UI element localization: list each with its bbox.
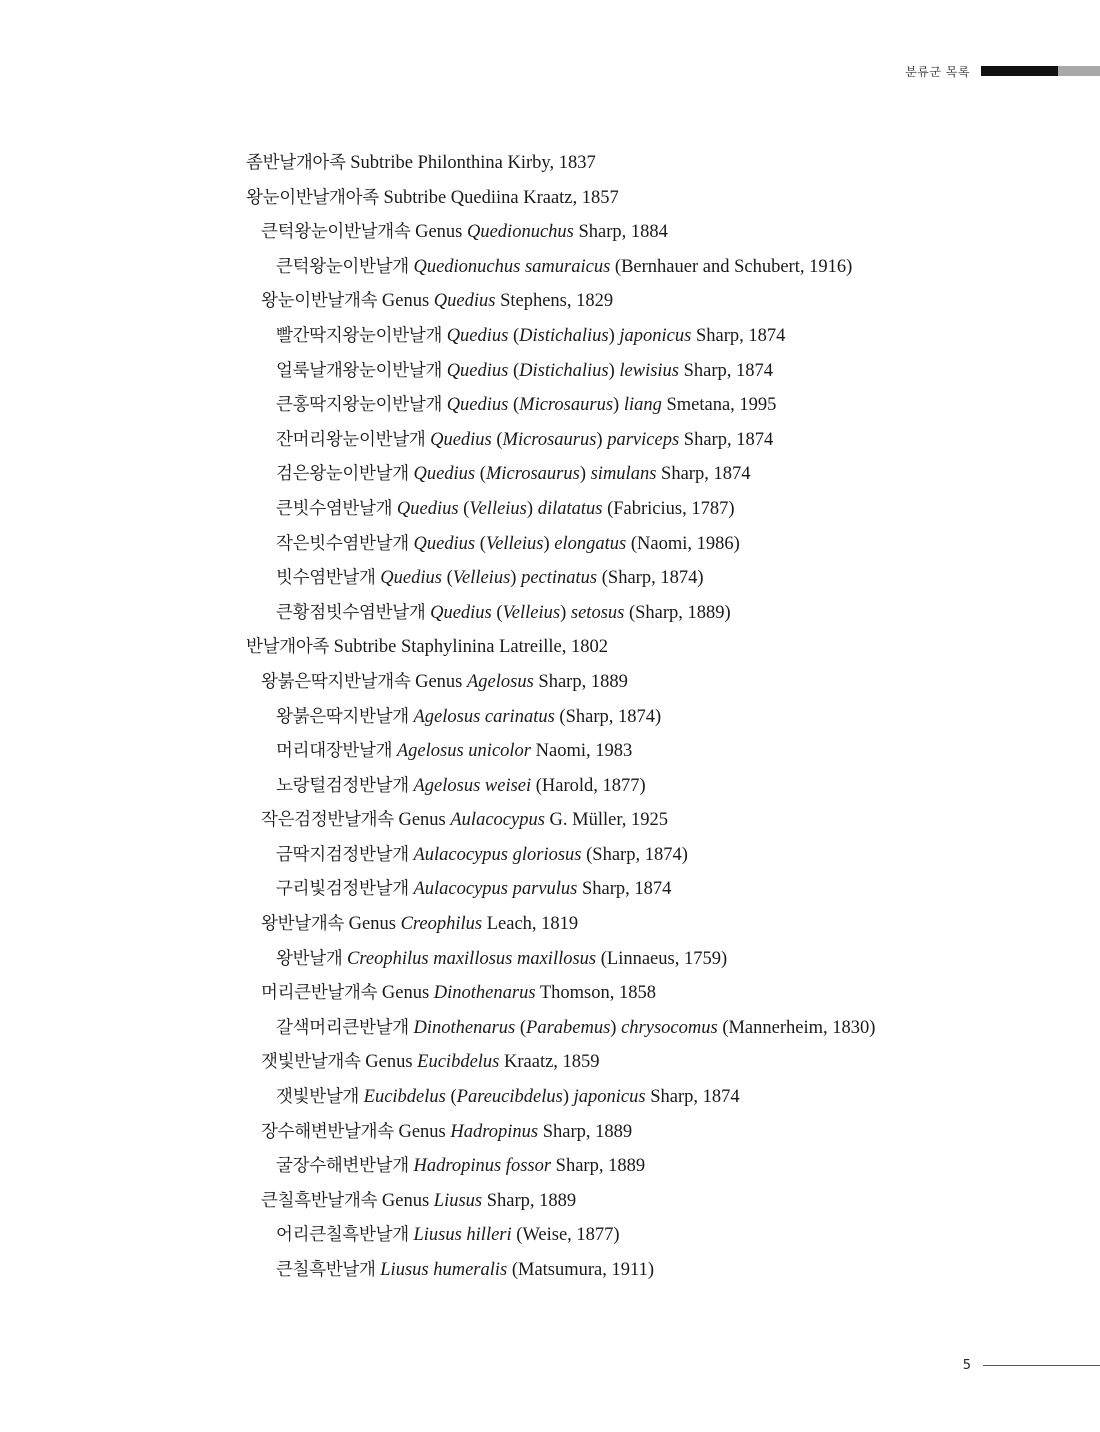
scientific-name-italic: Eucibdelus: [417, 1052, 500, 1073]
taxon-text: Genus: [398, 810, 451, 831]
scientific-name-italic: Quedius: [433, 291, 496, 312]
scientific-name-italic: Liusus hilleri: [413, 1225, 512, 1246]
taxon-entry: [246, 561, 1066, 596]
scientific-name-italic: Quedius: [446, 395, 509, 416]
korean-name: 작은빗수염반날개: [276, 533, 409, 554]
taxon-text: Sharp, 1874: [679, 429, 774, 450]
scientific-name-italic: Quedius: [396, 498, 459, 519]
scientific-name-italic: Hadropinus fossor: [413, 1156, 552, 1177]
taxon-text: (: [445, 1087, 457, 1108]
page-footer: [963, 1358, 1100, 1373]
korean-name: 큰턱왕눈이반날개: [276, 256, 409, 277]
scientific-name-italic: Dinothenarus: [413, 1017, 516, 1038]
taxon-entry: [246, 1115, 1066, 1150]
scientific-name-italic: pectinatus: [521, 568, 598, 589]
korean-name: 검은왕눈이반날개: [276, 464, 409, 485]
taxon-entry: [246, 734, 1066, 769]
scientific-name-italic: Aulacocypus: [450, 810, 545, 831]
taxon-text: (: [491, 429, 503, 450]
taxon-entry: [246, 1184, 1066, 1219]
taxon-entry: [246, 838, 1066, 873]
taxon-text: ): [510, 568, 522, 589]
scientific-name-italic: chrysocomus: [621, 1017, 718, 1038]
scientific-name-italic: lewisius: [619, 360, 679, 381]
scientific-name-italic: Quedius: [430, 429, 492, 450]
taxon-entry: [246, 872, 1066, 907]
taxon-text: Stephens, 1829: [495, 291, 614, 312]
scientific-name-italic: Microsaurus: [502, 429, 597, 450]
scientific-name-italic: Agelosus: [466, 671, 534, 692]
scientific-name-italic: Quedius: [413, 533, 476, 554]
korean-name: 큰턱왕눈이반날개속: [261, 222, 411, 243]
scientific-name-italic: Velleius: [485, 533, 544, 554]
scientific-name-italic: japonicus: [619, 325, 692, 346]
taxon-text: Sharp, 1874: [645, 1087, 740, 1108]
taxon-text: ): [526, 498, 538, 519]
korean-name: 굴장수해변반날개: [276, 1156, 409, 1177]
korean-name: 구리빛검정반날개: [276, 879, 409, 900]
taxon-text: Genus: [415, 222, 467, 243]
scientific-name-italic: Quedionuchus: [466, 222, 574, 243]
scientific-name-italic: Aulacocypus gloriosus: [413, 844, 582, 865]
taxon-text: (Sharp, 1874): [554, 706, 662, 727]
korean-name: 어리큰칠흑반날개: [276, 1225, 409, 1246]
scientific-name-italic: Distichalius: [519, 360, 609, 381]
scientific-name-italic: Dinothenarus: [433, 983, 536, 1004]
taxon-text: (Fabricius, 1787): [602, 498, 735, 519]
taxon-text: ): [560, 602, 571, 623]
scientific-name-italic: Agelosus carinatus: [413, 706, 555, 727]
taxon-text: (Linnaeus, 1759): [596, 948, 728, 969]
scientific-name-italic: Quedius: [430, 602, 492, 623]
scientific-name-italic: Microsaurus: [519, 395, 614, 416]
taxon-text: ): [562, 1087, 574, 1108]
scientific-name-italic: Quedius: [413, 464, 476, 485]
taxon-text: (: [508, 360, 520, 381]
taxon-text: ): [579, 464, 591, 485]
page-number: 5: [962, 1358, 971, 1373]
korean-name: 큰황점빗수염반날개: [276, 602, 426, 623]
taxon-entry: [246, 284, 1066, 319]
taxon-text: Sharp, 1874: [656, 464, 751, 485]
taxon-entry: [246, 700, 1066, 735]
taxon-text: (Sharp, 1889): [624, 602, 731, 623]
korean-name: 머리큰반날개속: [261, 983, 378, 1004]
korean-name: 왕붉은딱지반날개: [276, 706, 409, 727]
taxon-text: Genus: [398, 1121, 451, 1142]
taxon-list: [246, 146, 1066, 1288]
korean-name: 왕반날개속: [261, 914, 345, 935]
taxon-text: Genus: [415, 671, 467, 692]
scientific-name-italic: Liusus humeralis: [380, 1260, 508, 1280]
taxon-text: (: [491, 602, 503, 623]
taxon-entry: [246, 215, 1066, 250]
taxon-text: (Mannerheim, 1830): [717, 1017, 876, 1038]
header-bar-dark: [981, 66, 1058, 76]
scientific-name-italic: parviceps: [607, 429, 680, 450]
header-bar-gray: [1058, 66, 1100, 76]
taxon-entry: [246, 423, 1066, 458]
taxon-text: Sharp, 1889: [538, 1121, 633, 1142]
taxon-entry: [246, 1253, 1066, 1288]
taxon-entry: [246, 527, 1066, 562]
taxon-entry: [246, 457, 1066, 492]
korean-name: 왕붉은딱지반날개속: [261, 671, 411, 692]
korean-name: 왕눈이반날개아족: [246, 187, 379, 208]
taxon-text: Sharp, 1889: [551, 1156, 646, 1177]
taxon-entry: [246, 976, 1066, 1011]
scientific-name-italic: Quedius: [446, 325, 509, 346]
scientific-name-italic: Microsaurus: [485, 464, 580, 485]
taxon-entry: [246, 596, 1066, 631]
scientific-name-italic: Quedius: [446, 360, 509, 381]
taxon-text: (Harold, 1877): [531, 775, 646, 796]
scientific-name-italic: Aulacocypus parvulus: [413, 879, 578, 900]
taxon-entry: [246, 665, 1066, 700]
korean-name: 빨간딱지왕눈이반날개: [276, 325, 443, 346]
taxon-text: (Sharp, 1874): [597, 568, 704, 589]
korean-name: 노랑털검정반날개: [276, 775, 409, 796]
taxon-text: Sharp, 1884: [573, 222, 668, 243]
taxon-text: Sharp, 1889: [482, 1190, 577, 1211]
taxon-entry: [246, 1149, 1066, 1184]
taxon-text: (: [475, 464, 486, 485]
korean-name: 작은검정반날개속: [261, 810, 394, 831]
scientific-name-italic: liang: [623, 395, 662, 416]
taxon-entry: [246, 250, 1066, 285]
taxon-text: G. Müller, 1925: [544, 810, 669, 831]
taxon-text: ): [543, 533, 555, 554]
taxon-text: Sharp, 1874: [691, 325, 786, 346]
scientific-name-italic: Liusus: [433, 1190, 483, 1211]
scientific-name-italic: Velleius: [452, 568, 511, 589]
taxon-text: (Sharp, 1874): [581, 844, 688, 865]
scientific-name-italic: setosus: [570, 602, 625, 623]
taxon-entry: [246, 1011, 1066, 1046]
taxon-text: (: [508, 325, 520, 346]
scientific-name-italic: Creophilus: [400, 914, 483, 935]
korean-name: 잿빛반날개: [276, 1087, 360, 1108]
taxon-entry: [246, 942, 1066, 977]
korean-name: 큰빗수염반날개: [276, 498, 393, 519]
taxon-text: Smetana, 1995: [661, 395, 777, 416]
taxon-text: (Bernhauer and Schubert, 1916): [610, 256, 853, 277]
taxon-entry: [246, 630, 1066, 665]
taxon-text: (Matsumura, 1911): [507, 1260, 654, 1280]
taxon-text: (Naomi, 1986): [626, 533, 740, 554]
korean-name: 왕눈이반날개속: [261, 291, 378, 312]
taxon-entry: [246, 1218, 1066, 1253]
scientific-name-italic: Distichalius: [519, 325, 609, 346]
taxon-text: ): [608, 360, 620, 381]
scientific-name-italic: Agelosus unicolor: [396, 741, 531, 762]
taxon-text: (Weise, 1877): [511, 1225, 620, 1246]
taxon-text: Genus: [381, 291, 434, 312]
scientific-name-italic: Quedionuchus samuraicus: [413, 256, 611, 277]
scientific-name-italic: dilatatus: [537, 498, 603, 519]
scientific-name-italic: Creophilus maxillosus maxillosus: [347, 948, 597, 969]
taxon-text: Genus: [381, 1190, 434, 1211]
scientific-name-italic: Quedius: [380, 568, 442, 589]
taxon-text: Genus: [381, 983, 434, 1004]
korean-name: 잔머리왕눈이반날개: [276, 429, 426, 450]
taxon-entry: [246, 1045, 1066, 1080]
scientific-name-italic: Velleius: [502, 602, 561, 623]
taxon-text: Genus: [365, 1052, 418, 1073]
taxon-text: Sharp, 1889: [533, 671, 628, 692]
taxon-entry: [246, 1080, 1066, 1115]
korean-name: 왕반날개: [276, 948, 343, 969]
korean-name: 장수해변반날개속: [261, 1121, 394, 1142]
korean-name: 잿빛반날개속: [261, 1052, 361, 1073]
taxon-text: (: [475, 533, 486, 554]
taxon-text: Subtribe Quediina Kraatz, 1857: [383, 187, 619, 208]
scientific-name-italic: Parabemus: [526, 1017, 611, 1038]
running-header: [905, 63, 1100, 79]
scientific-name-italic: japonicus: [573, 1087, 646, 1108]
taxon-text: (: [441, 568, 453, 589]
taxon-text: Naomi, 1983: [531, 741, 633, 762]
taxon-entry: [246, 907, 1066, 942]
taxon-text: (: [515, 1017, 527, 1038]
taxon-text: Kraatz, 1859: [499, 1052, 600, 1073]
scientific-name-italic: Velleius: [469, 498, 527, 519]
taxon-entry: [246, 388, 1066, 423]
korean-name: 얼룩날개왕눈이반날개: [276, 360, 443, 381]
taxon-entry: [246, 319, 1066, 354]
korean-name: 좀반날개아족: [246, 153, 346, 173]
taxon-text: ): [610, 1017, 622, 1038]
scientific-name-italic: simulans: [590, 464, 657, 485]
section-title: 분류군 목록: [905, 64, 970, 79]
korean-name: 빗수염반날개: [276, 568, 376, 589]
footer-rule: [983, 1365, 1100, 1366]
taxon-text: Leach, 1819: [482, 914, 579, 935]
taxon-text: ): [613, 395, 624, 416]
korean-name: 금딱지검정반날개: [276, 844, 409, 865]
taxon-entry: [246, 769, 1066, 804]
korean-name: 갈색머리큰반날개: [276, 1017, 409, 1038]
taxon-text: Sharp, 1874: [577, 879, 672, 900]
taxon-entry: [246, 492, 1066, 527]
scientific-name-italic: Eucibdelus: [363, 1087, 446, 1108]
taxon-text: Subtribe Staphylinina Latreille, 1802: [333, 637, 609, 658]
taxon-entry: [246, 181, 1066, 216]
korean-name: 큰칠흑반날개속: [261, 1190, 378, 1211]
taxon-entry: [246, 803, 1066, 838]
taxon-text: Sharp, 1874: [679, 360, 774, 381]
scientific-name-italic: Pareucibdelus: [456, 1087, 563, 1108]
taxon-entry: [246, 146, 1066, 181]
scientific-name-italic: Hadropinus: [450, 1121, 539, 1142]
scientific-name-italic: Agelosus weisei: [413, 775, 532, 796]
scientific-name-italic: elongatus: [554, 533, 627, 554]
korean-name: 머리대장반날개: [276, 741, 393, 762]
korean-name: 반날개아족: [246, 637, 330, 658]
taxon-text: ): [608, 325, 620, 346]
korean-name: 큰홍딱지왕눈이반날개: [276, 395, 443, 416]
taxon-text: (: [458, 498, 470, 519]
taxon-text: Subtribe Philonthina Kirby, 1837: [350, 153, 596, 173]
korean-name: 큰칠흑반날개: [276, 1260, 376, 1280]
taxon-text: (: [508, 395, 520, 416]
taxon-text: ): [596, 429, 608, 450]
taxon-text: Thomson, 1858: [535, 983, 656, 1004]
taxon-entry: [246, 354, 1066, 389]
taxon-text: Genus: [348, 914, 401, 935]
